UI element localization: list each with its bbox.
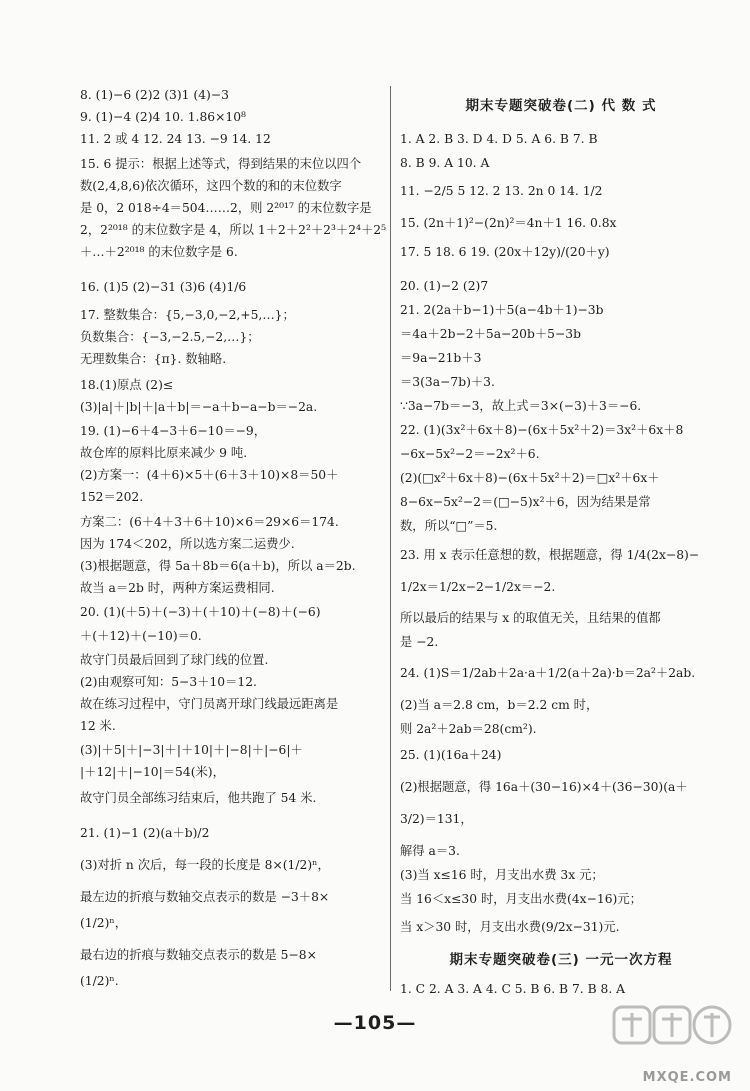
- answer-line: 8. (1)−6 (2)2 (3)1 (4)−3: [80, 88, 229, 102]
- answer-line: 故仓库的原料比原来减少 9 吨.: [80, 446, 248, 460]
- answer-line: (1/2)ⁿ，: [80, 916, 128, 930]
- answer-line: −6x−5x²−2＝−2x²＋6.: [400, 447, 540, 461]
- answer-line: (3)|a|＋|b|＋|a＋b|＝−a＋b−a−b＝−2a.: [80, 400, 318, 414]
- answer-line: 2，2²⁰¹⁸ 的末位数字是 4，所以 1＋2＋2²＋2³＋2⁴＋2⁵: [80, 223, 387, 237]
- answer-line: 19. (1)−6＋4−3＋6−10＝−9，: [80, 424, 267, 438]
- answer-line: 是 0，2 018÷4＝504……2，则 2²⁰¹⁷ 的末位数字是: [80, 201, 372, 215]
- answer-line: 9. (1)−4 (2)4 10. 1.86×10⁸: [80, 110, 246, 124]
- answer-line: 16. (1)5 (2)−31 (3)6 (4)1/6: [80, 280, 247, 294]
- answer-line: (2)方案一：(4＋6)×5＋(6＋3＋10)×8＝50＋: [80, 468, 339, 482]
- answer-line: 负数集合：{−3,−2.5,−2,…}；: [80, 330, 260, 344]
- answer-line: ＝4a＋2b−2＋5a−20b＋5−3b: [400, 327, 581, 341]
- column-divider: [390, 86, 391, 991]
- answer-line: (3)根据题意，得 5a＋8b＝6(a＋b)，所以 a＝2b.: [80, 559, 356, 573]
- answer-line: ∵3a−7b＝−3，故上式＝3×(−3)＋3＝−6.: [400, 399, 642, 413]
- answer-line: 因为 174＜202，所以选方案二运费少.: [80, 537, 295, 551]
- answer-line: (2)(□x²＋6x＋8)−(6x＋5x²＋2)＝□x²＋6x＋: [400, 471, 660, 485]
- answer-line: 24. (1)S＝1/2ab＋2a·a＋1/2(a＋2a)·b＝2a²＋2ab.: [400, 666, 696, 680]
- answer-line: 15. 6 提示：根据上述等式，得到结果的末位以四个: [80, 157, 362, 171]
- answer-line: 20. (1)−2 (2)7: [400, 279, 489, 293]
- answer-line: 1. A 2. B 3. D 4. D 5. A 6. B 7. B: [400, 132, 598, 146]
- answer-line: ＋…＋2²⁰¹⁸ 的末位数字是 6.: [80, 245, 238, 259]
- answer-line: 11. 2 或 4 12. 24 13. −9 14. 12: [80, 132, 271, 146]
- answer-line: |＋12|＋|−10|＝54(米)，: [80, 765, 225, 779]
- answer-line: 12 米.: [80, 719, 116, 733]
- answer-line: 数，所以“□”＝5.: [400, 519, 498, 533]
- answer-line: ＋(＋12)＋(−10)＝0.: [80, 629, 202, 643]
- answer-line: (2)根据题意，得 16a＋(30−16)×4＋(36−30)(a＋: [400, 780, 688, 794]
- answer-line: 20. (1)(＋5)＋(−3)＋(＋10)＋(−8)＋(−6): [80, 605, 321, 619]
- watermark-text: MXQE.COM: [642, 1070, 732, 1085]
- answer-line: 18.(1)原点 (2)≤: [80, 378, 174, 392]
- answer-line: 最右边的折痕与数轴交点表示的数是 5−8×: [80, 948, 317, 962]
- section-heading-2: 期末专题突破卷(二) 代 数 式: [465, 98, 657, 114]
- answer-line: 1/2x＝1/2x−2−1/2x＝−2.: [400, 580, 556, 594]
- answer-line: (3)当 x≤16 时，月支出水费 3x 元；: [400, 868, 604, 882]
- answer-line: 方案二：(6＋4＋3＋6＋10)×6＝29×6＝174.: [80, 515, 339, 529]
- answer-line: 故守门员最后回到了球门线的位置.: [80, 653, 269, 667]
- answer-line: 最左边的折痕与数轴交点表示的数是 −3＋8×: [80, 890, 330, 904]
- answer-line: (1/2)ⁿ.: [80, 974, 119, 988]
- answer-line: 152＝202.: [80, 490, 144, 504]
- answer-line: 所以最后的结果与 x 的取值无关，且结果的值都: [400, 611, 661, 625]
- answer-line: 8. B 9. A 10. A: [400, 156, 490, 170]
- answer-line: 故在练习过程中，守门员离开球门线最远距离是: [80, 697, 339, 711]
- answer-line: 无理数集合：{π}. 数轴略.: [80, 352, 227, 366]
- answer-line: 则 2a²＋2ab＝28(cm²).: [400, 722, 537, 736]
- answer-line: 故守门员全部练习结束后，他共跑了 54 米.: [80, 791, 317, 805]
- answer-line: 当 16＜x≤30 时，月支出水费(4x−16)元；: [400, 892, 642, 906]
- answer-line: 故当 a＝2b 时，两种方案运费相同.: [80, 581, 275, 595]
- answer-line: 是 −2.: [400, 635, 439, 649]
- answer-line: 3/2)＝131，: [400, 812, 473, 826]
- answer-line: 1. C 2. A 3. A 4. C 5. B 6. B 7. B 8. A: [400, 982, 626, 996]
- answer-line: 15. (2n＋1)²−(2n)²＝4n＋1 16. 0.8x: [400, 216, 617, 230]
- page-number: —105—: [333, 1012, 417, 1034]
- answer-line: ＝9a−21b＋3: [400, 351, 482, 365]
- answer-line: (2)当 a＝2.8 cm，b＝2.2 cm 时，: [400, 698, 599, 712]
- answer-line: 21. 2(2a＋b−1)＋5(a−4b＋1)−3b: [400, 303, 604, 317]
- answer-line: 8−6x−5x²−2＝(□−5)x²＋6，因为结果是常: [400, 495, 651, 509]
- answer-line: 23. 用 x 表示任意想的数，根据题意，得 1/4(2x−8)−: [400, 548, 700, 562]
- answer-line: 当 x＞30 时，月支出水费(9/2x−31)元.: [400, 920, 620, 934]
- answer-line: 数(2,4,8,6)依次循环，这四个数的和的末位数字: [80, 179, 342, 193]
- answer-line: 21. (1)−1 (2)(a＋b)/2: [80, 826, 210, 840]
- answer-line: (2)由观察可知：5−3＋10＝12.: [80, 675, 257, 689]
- section-heading-3: 期末专题突破卷(三) 一元一次方程: [449, 952, 673, 968]
- answer-line: (3)|＋5|＋|−3|＋|＋10|＋|−8|＋|−6|＋: [80, 743, 303, 757]
- answer-line: 22. (1)(3x²＋6x＋8)−(6x＋5x²＋2)＝3x²＋6x＋8: [400, 423, 684, 437]
- answer-line: ＝3(3a−7b)＋3.: [400, 375, 495, 389]
- answer-line: 17. 整数集合：{5,−3,0,−2,+5,…}；: [80, 308, 295, 322]
- answer-line: 11. −2/5 5 12. 2 13. 2n 0 14. 1/2: [400, 184, 603, 198]
- answer-line: 25. (1)(16a＋24): [400, 748, 502, 762]
- answer-line: (3)对折 n 次后，每一段的长度是 8×(1/2)ⁿ，: [80, 858, 330, 872]
- answer-line: 17. 5 18. 6 19. (20x＋12y)/(20＋y): [400, 245, 610, 259]
- answer-line: 解得 a＝3.: [400, 844, 460, 858]
